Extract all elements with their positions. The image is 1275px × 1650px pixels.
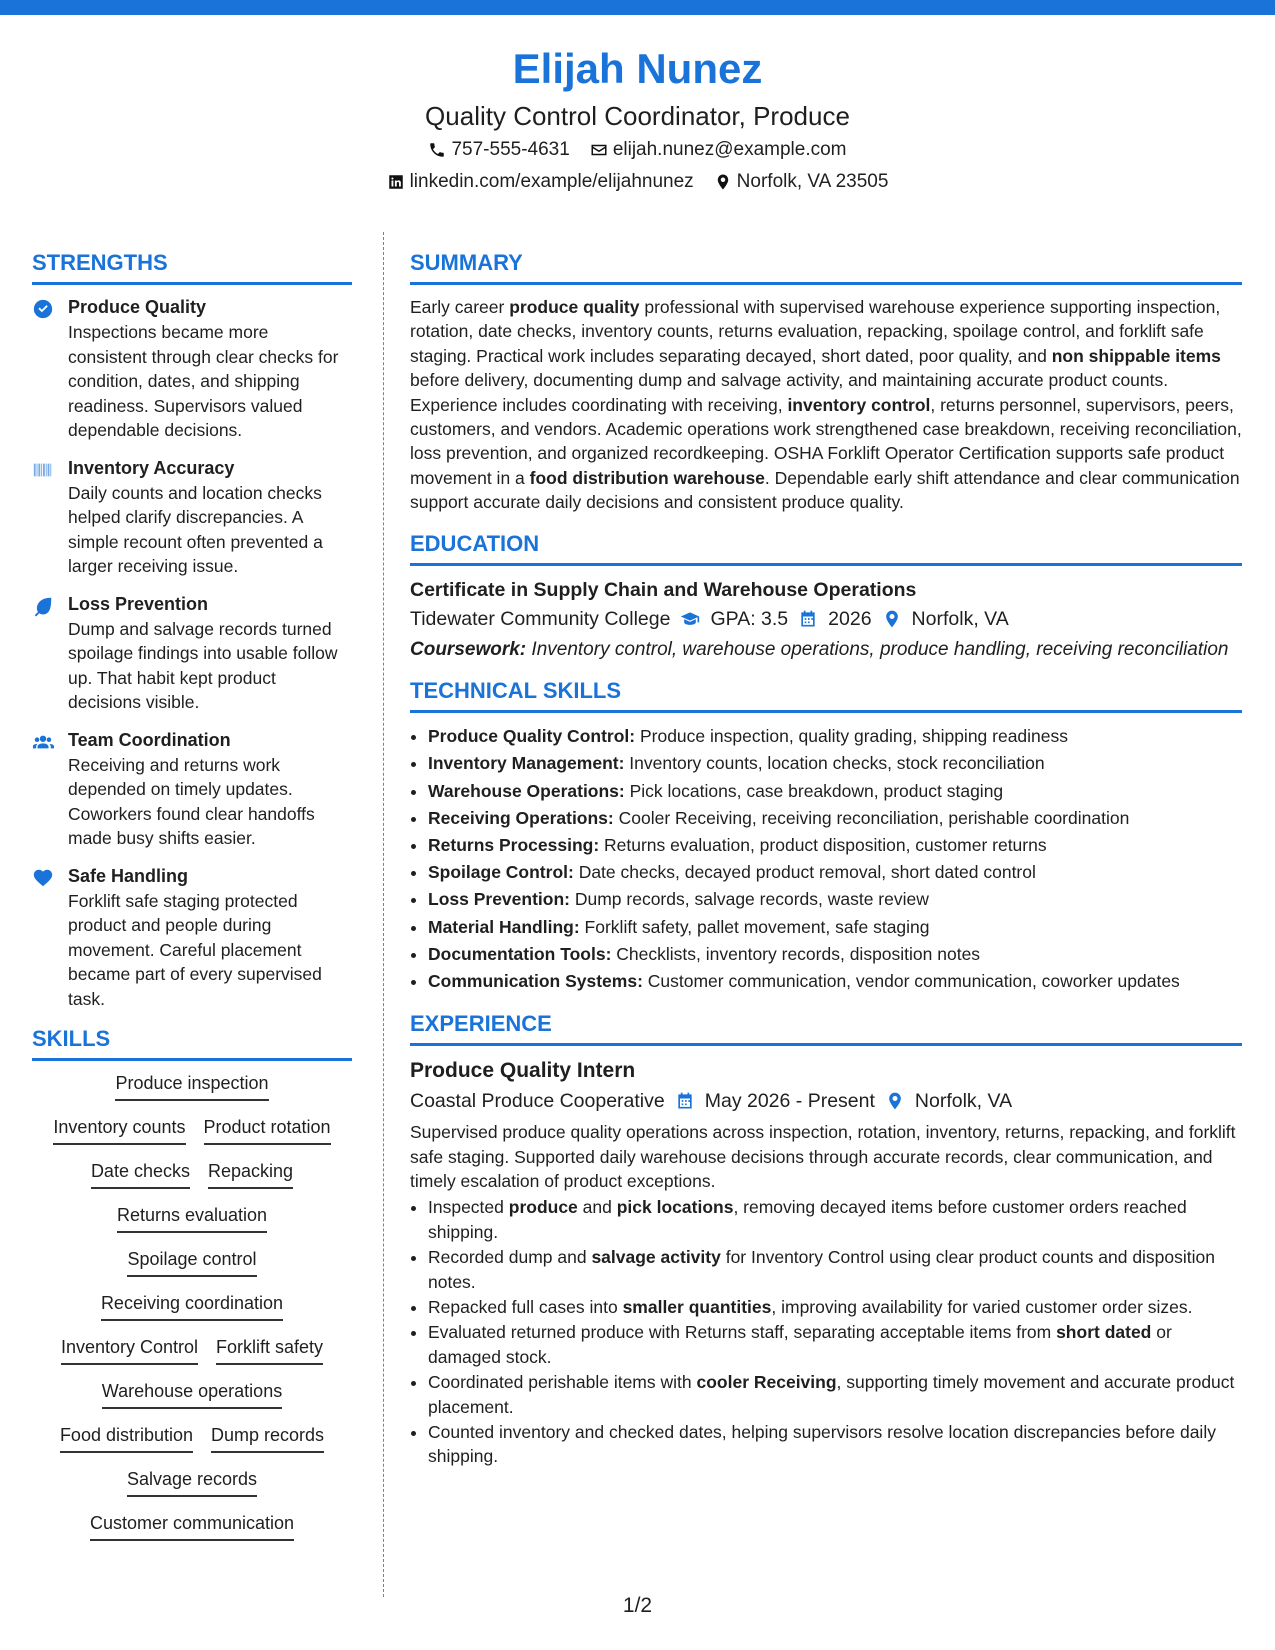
bold-text: non shippable items [1051,345,1221,366]
bold-text: produce quality [509,297,640,317]
strength-item [32,728,352,851]
envelope-icon [590,141,608,159]
technical-skill-item [428,941,1242,968]
text-segment: Inspected [428,1197,509,1218]
skill-tag: Salvage records [127,1467,257,1497]
strengths-list [32,295,352,1011]
experience-bullet [428,1245,1242,1294]
skill-tag: Receiving coordination [101,1291,283,1321]
experience-bullet [428,1320,1242,1369]
technical-skill-value: Produce inspection, quality grading, shipping readiness [635,726,1069,747]
linkedin-text: linkedin.com/example/elijahnunez [409,171,694,192]
skill-tag: Repacking [208,1159,293,1189]
technical-skill-value: Customer communication, vendor communication, coworker updates [642,970,1180,991]
strength-body [68,456,352,579]
skill-tag: Inventory counts [53,1115,185,1145]
calendar-icon [798,609,818,629]
technical-skill-value: Date checks, decayed product removal, short dated control [573,862,1036,883]
strength-icon-wrap [32,728,58,851]
strength-title: Safe Handling [68,865,189,886]
column-divider [383,232,384,1597]
technical-skill-label: Loss Prevention: [428,889,570,910]
strength-body [68,728,352,851]
bold-text: cooler Receiving [696,1372,837,1393]
technical-skill-value: Inventory counts, location checks, stock reconciliation [624,753,1045,774]
text-segment: and [577,1197,617,1218]
coursework [410,638,1242,663]
skill-tag-row [32,1115,352,1145]
strengths-heading: STRENGTHS [32,248,352,285]
page-number: 1/2 [622,1594,653,1617]
school-name: Tidewater Community College [410,607,671,630]
strength-icon-wrap [32,592,58,715]
experience-bullets [410,1195,1242,1468]
experience-heading: EXPERIENCE [410,1009,1242,1046]
location-contact [714,166,889,198]
text-segment: , improving availability for varied customer order sizes. [771,1297,1193,1318]
strength-description: Daily counts and location checks helped clarify discrepancies. A simple recount often prevented a larger receiving issue. [68,482,323,576]
strength-description: Dump and salvage records turned spoilage findings into usable follow up. That habit kept product decisions visible. [68,618,338,712]
bold-text: food distribution warehouse [529,467,765,488]
experience-bullet [428,1195,1242,1244]
job-meta [410,1086,1242,1116]
strength-description: Receiving and returns work depended on timely updates. Coworkers found clear handoffs made busy shifts easier. [68,754,315,848]
skill-tag-row [32,1203,352,1233]
technical-skills-heading: TECHNICAL SKILLS [410,676,1242,713]
map-pin-icon [714,173,732,191]
contact-row-2 [0,166,1275,198]
technical-skill-item [428,914,1242,941]
experience-bullet [428,1370,1242,1419]
job-location: Norfolk, VA [914,1090,1013,1113]
text-segment: Coordinated perishable items with [428,1372,697,1393]
technical-skill-label: Warehouse Operations: [428,780,625,801]
candidate-name: Elijah Nunez [512,45,763,92]
text-segment: Counted inventory and checked dates, helping supervisors resolve location discrepancies before daily shipping. [428,1422,1216,1467]
technical-skill-label: Communication Systems: [428,970,643,991]
skill-tag-row [32,1291,352,1321]
skill-tag: Product rotation [204,1115,331,1145]
strength-description: Inspections became more consistent through clear checks for condition, dates, and shipping readiness. Supervisors valued dependable decisions. [68,322,339,440]
map-pin-icon [882,609,902,629]
skill-tag: Customer communication [90,1511,294,1541]
email-text: elijah.nunez@example.com [612,139,847,160]
text-segment: , returns personnel, supervisors, peers, customers, and vendors. Academic operations work strengthened case breakdown, receiving reconciliation, loss prevention, and organized recordkeeping. OSHA Forklift Operator Certification supports safe product movement in a [410,394,1242,488]
skill-tag: Inventory Control [61,1335,198,1365]
text-segment: Evaluated returned produce with Returns staff, separating acceptable items from [428,1322,1057,1343]
email-contact[interactable] [590,134,847,166]
technical-skill-value: Pick locations, case breakdown, product staging [624,780,1004,801]
school-location: Norfolk, VA [911,607,1009,630]
phone-text: 757-555-4631 [451,139,570,160]
skill-tag: Forklift safety [216,1335,323,1365]
strength-icon-wrap [32,456,58,579]
linkedin-icon [387,173,405,191]
skill-tag-row [32,1159,352,1189]
skill-tag: Date checks [91,1159,190,1189]
strength-item [32,864,352,1012]
experience-bullet [428,1295,1242,1319]
linkedin-contact[interactable] [387,166,694,198]
calendar-icon [675,1091,695,1111]
strength-title: Team Coordination [68,729,231,750]
bold-text: smaller quantities [622,1297,772,1318]
skill-tag-row [32,1511,352,1541]
text-segment: for Inventory Control using clear product counts and disposition notes. [428,1247,1216,1292]
phone-icon [428,141,446,159]
coursework-label: Coursework: [410,638,527,660]
leaf-icon [32,595,54,617]
skill-tag-row [32,1071,352,1101]
technical-skill-value: Dump records, salvage records, waste review [569,889,929,910]
strength-icon-wrap [32,864,58,1012]
technical-skill-value: Checklists, inventory records, disposition notes [611,943,981,964]
technical-skill-label: Returns Processing: [428,834,600,855]
strength-body [68,295,352,443]
technical-skill-item [428,968,1242,995]
bold-text: produce [508,1197,578,1218]
job-description: Supervised produce quality operations across inspection, rotation, inventory, returns, repacking, and forklift safe staging. Supported daily warehouse decisions through accurate records, clear communication, and timely escalation of product exceptions. [410,1122,1236,1191]
text-segment: Recorded dump and [428,1247,592,1268]
text-segment: Repacked full cases into [428,1297,623,1318]
barcode-icon [32,459,54,481]
technical-skill-value: Forklift safety, pallet movement, safe staging [579,916,930,937]
technical-skill-label: Documentation Tools: [428,943,612,964]
technical-skill-label: Produce Quality Control: [428,726,636,747]
strength-icon-wrap [32,295,58,443]
top-accent-bar [0,0,1275,15]
text-segment: . Dependable early shift attendance and clear communication support accurate daily decisions and consistent produce quality. [410,467,1240,513]
technical-skill-item [428,723,1242,750]
candidate-role: Quality Control Coordinator, Produce [425,101,850,131]
strength-item [32,592,352,715]
skill-tag: Warehouse operations [102,1379,282,1409]
education-heading: EDUCATION [410,529,1242,566]
job-title: Produce Quality Intern [410,1059,636,1083]
skill-tag: Dump records [211,1423,324,1453]
technical-skill-label: Material Handling: [428,916,580,937]
technical-skill-label: Receiving Operations: [428,807,614,828]
strength-title: Loss Prevention [68,593,209,614]
graduation-cap-icon [680,609,700,629]
skill-tag: Returns evaluation [117,1203,267,1233]
resume-header [0,40,1275,198]
skills-heading: SKILLS [32,1024,352,1061]
text-segment: , removing decayed items before customer orders reached shipping. [428,1197,1187,1242]
summary-text [410,295,1242,515]
technical-skill-item [428,886,1242,913]
map-pin-icon [885,1091,905,1111]
summary-heading: SUMMARY [410,248,1242,285]
experience-bullet [428,1420,1242,1469]
education-meta [410,604,1242,634]
check-circle-icon [32,298,54,320]
location-text: Norfolk, VA 23505 [736,171,889,192]
graduation-year: 2026 [828,607,872,630]
skill-tag: Produce inspection [115,1071,268,1101]
strength-body [68,864,352,1012]
technical-skill-value: Cooler Receiving, receiving reconciliation, perishable coordination [613,807,1130,828]
bold-text: short dated [1056,1322,1152,1343]
strength-body [68,592,352,715]
text-segment: , supporting timely movement and accurate product placement. [428,1372,1235,1417]
technical-skill-item [428,859,1242,886]
skill-tag: Food distribution [60,1423,193,1453]
skill-tag-row [32,1335,352,1365]
skill-tag-row [32,1247,352,1277]
text-segment: or damaged stock. [428,1322,1172,1367]
gpa-text: GPA: 3.5 [710,607,789,630]
strength-title: Inventory Accuracy [68,457,235,478]
technical-skill-label: Inventory Management: [428,753,625,774]
coursework-text: Inventory control, warehouse operations, produce handling, receiving reconciliation [526,638,1229,660]
skill-tag-row [32,1423,352,1453]
technical-skill-item [428,805,1242,832]
skills-tags [32,1071,352,1541]
skill-tag-row [32,1467,352,1497]
strength-description: Forklift safe staging protected product and people during movement. Careful placement became part of every supervised task. [68,890,322,1009]
technical-skill-label: Spoilage Control: [428,862,574,883]
left-column [32,248,352,1555]
technical-skill-item [428,832,1242,859]
right-column [410,248,1242,1470]
technical-skills-list [410,723,1242,995]
technical-skill-item [428,750,1242,777]
company-name: Coastal Produce Cooperative [410,1090,665,1113]
contact-row-1 [0,134,1275,166]
bold-text: salvage activity [591,1247,721,1268]
job-dates: May 2026 - Present [704,1090,875,1113]
users-icon [32,731,54,753]
text-segment: professional with supervised warehouse experience supporting inspection, rotation, date checks, inventory counts, returns evaluation, repacking, spoilage control, and forklift safe staging. Practical work includes separating decayed, short dated, poor quality, and [410,297,1221,366]
phone-contact[interactable] [428,134,569,166]
degree-title: Certificate in Supply Chain and Warehouse Operations [410,578,917,601]
skill-tag: Spoilage control [127,1247,256,1277]
strength-item [32,295,352,443]
technical-skill-item [428,778,1242,805]
strength-title: Produce Quality [68,297,207,317]
bold-text: pick locations [616,1197,734,1218]
strength-item [32,456,352,579]
technical-skill-value: Returns evaluation, product disposition, customer returns [599,834,1047,855]
bold-text: inventory control [787,394,931,415]
text-segment: before delivery, documenting dump and salvage activity, and maintaining accurate product counts. Experience includes coordinating with receiving, [410,370,1169,415]
text-segment: Early career [410,297,510,317]
skill-tag-row [32,1379,352,1409]
heart-icon [32,867,54,889]
